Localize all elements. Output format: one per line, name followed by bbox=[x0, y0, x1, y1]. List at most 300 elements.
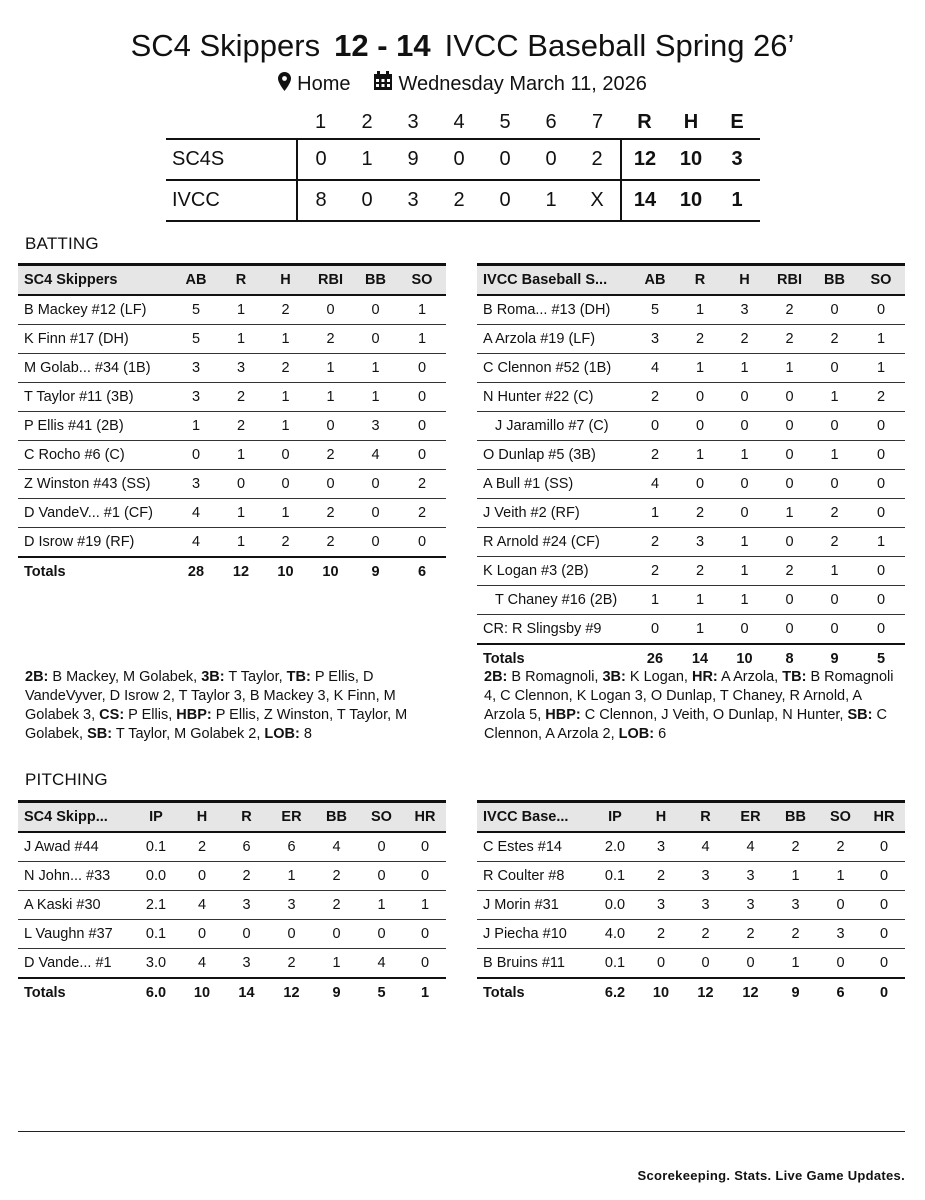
inning-score: X bbox=[590, 189, 604, 211]
note-label: 2B: bbox=[484, 669, 508, 685]
stat-cell: 0 bbox=[377, 926, 386, 942]
player-row bbox=[477, 354, 905, 383]
stat-cell: 1 bbox=[876, 534, 886, 550]
stat-cell: 2 bbox=[650, 447, 660, 463]
stat-column-header: ER bbox=[740, 809, 761, 825]
inning-score: 0 bbox=[499, 189, 511, 211]
player-name: J Veith #2 (RF) bbox=[483, 505, 580, 521]
totals-label: Totals bbox=[24, 985, 66, 1001]
inning-score: 2 bbox=[591, 148, 603, 170]
note-text: T Taylor, M Golabek 2, bbox=[112, 726, 265, 742]
inning-header: 7 bbox=[591, 110, 604, 133]
stat-cell: 3 bbox=[656, 839, 666, 855]
note-text: B Mackey, M Golabek, bbox=[48, 669, 202, 685]
map-pin-icon bbox=[278, 71, 291, 99]
stat-cell: 1 bbox=[740, 563, 749, 579]
note-text: B Romagnoli, bbox=[507, 669, 603, 685]
final-score: 12 - 14 bbox=[334, 28, 431, 63]
player-row bbox=[477, 862, 905, 891]
totals-label: Totals bbox=[483, 985, 525, 1001]
stat-cell: 1 bbox=[791, 868, 800, 884]
stat-cell: 3 bbox=[191, 389, 201, 405]
inning-score: 1 bbox=[361, 148, 373, 170]
inning-score: 3 bbox=[407, 189, 419, 211]
stat-column-header: RBI bbox=[318, 272, 343, 288]
player-name: M Golab... #34 (1B) bbox=[24, 360, 151, 376]
stat-cell: 0 bbox=[695, 389, 705, 405]
player-row bbox=[18, 499, 446, 528]
total-cell: 0 bbox=[879, 985, 889, 1001]
stat-column-header: ER bbox=[281, 809, 302, 825]
footer-divider bbox=[18, 1131, 905, 1132]
stat-cell: 0 bbox=[371, 534, 380, 550]
away-pitching-table bbox=[18, 800, 446, 1007]
total-cell: 6.2 bbox=[604, 985, 626, 1001]
stat-cell: 3 bbox=[656, 897, 666, 913]
player-name: J Awad #44 bbox=[24, 839, 99, 855]
stat-cell: 0 bbox=[879, 839, 889, 855]
player-row bbox=[18, 891, 446, 920]
total-cell: 5 bbox=[377, 985, 386, 1001]
stat-cell: 2 bbox=[650, 563, 660, 579]
stat-cell: 0 bbox=[876, 447, 886, 463]
stat-cell: 1 bbox=[236, 505, 246, 521]
total-cell: 28 bbox=[187, 564, 205, 580]
player-name: A Bull #1 (SS) bbox=[483, 476, 574, 492]
player-row bbox=[477, 920, 905, 949]
stat-cell: 0 bbox=[417, 360, 427, 376]
stat-cell: 2 bbox=[785, 331, 794, 347]
inning-header: 5 bbox=[499, 110, 511, 133]
stat-cell: 3 bbox=[746, 897, 755, 913]
total-cell: 12 bbox=[283, 985, 300, 1001]
total-cell: 1 bbox=[420, 985, 430, 1001]
note-label: LOB: bbox=[618, 726, 655, 742]
stat-cell: 0 bbox=[417, 418, 427, 434]
runs-total: 14 bbox=[621, 180, 668, 221]
note-text: B Romagnoli 4, C Clennon, K Logan 3, O Dunlap, T Chaney, R Arnold, A Arzola 5, bbox=[484, 669, 894, 723]
hits-total: 10 bbox=[679, 189, 703, 211]
stat-cell: 0 bbox=[785, 592, 794, 608]
stat-cell: 1 bbox=[695, 447, 705, 463]
home-batting-notes bbox=[484, 668, 898, 744]
stat-cell: 1 bbox=[281, 331, 290, 347]
player-name: D Vande... #1 bbox=[24, 955, 112, 971]
player-row bbox=[18, 383, 446, 412]
stat-column-header: SO bbox=[371, 809, 392, 825]
player-row bbox=[18, 470, 446, 499]
stat-cell: 2 bbox=[236, 418, 246, 434]
stat-cell: 2.1 bbox=[145, 897, 167, 913]
stat-cell: 2 bbox=[197, 839, 207, 855]
runs-total: 12 bbox=[621, 139, 668, 180]
stat-cell: 0 bbox=[420, 926, 430, 942]
stat-cell: 2 bbox=[830, 534, 839, 550]
player-name: B Bruins #11 bbox=[483, 955, 565, 971]
stat-cell: 5 bbox=[191, 331, 201, 347]
player-name: C Rocho #6 (C) bbox=[24, 447, 125, 463]
stat-cell: 1 bbox=[281, 418, 290, 434]
stat-cell: 0 bbox=[740, 476, 749, 492]
stat-cell: 0 bbox=[197, 926, 207, 942]
total-cell: 9 bbox=[332, 985, 341, 1001]
stat-cell: 0 bbox=[879, 897, 889, 913]
stat-cell: 0 bbox=[695, 476, 705, 492]
player-row bbox=[477, 832, 905, 862]
stat-cell: 2 bbox=[656, 868, 666, 884]
player-row bbox=[18, 832, 446, 862]
total-cell: 12 bbox=[232, 564, 250, 580]
stat-cell: 3 bbox=[836, 926, 845, 942]
total-cell: 9 bbox=[371, 564, 380, 580]
stat-cell: 1 bbox=[785, 505, 794, 521]
stat-cell: 0 bbox=[785, 447, 794, 463]
note-label: HBP: bbox=[545, 707, 581, 723]
stat-cell: 1 bbox=[417, 331, 427, 347]
player-row bbox=[477, 383, 905, 412]
stat-cell: 2 bbox=[326, 505, 335, 521]
stat-cell: 0 bbox=[281, 447, 290, 463]
stat-cell: 0 bbox=[740, 389, 749, 405]
stat-column-header: H bbox=[655, 809, 667, 825]
stat-cell: 1 bbox=[326, 389, 335, 405]
total-cell: 10 bbox=[322, 564, 339, 580]
stat-cell: 0 bbox=[281, 476, 290, 492]
inning-header: 6 bbox=[545, 110, 557, 133]
stat-cell: 0 bbox=[236, 476, 246, 492]
stat-cell: 0 bbox=[371, 505, 380, 521]
totals-label: Totals bbox=[24, 564, 66, 580]
stat-cell: 0 bbox=[830, 621, 839, 637]
player-row bbox=[477, 441, 905, 470]
player-row bbox=[477, 586, 905, 615]
note-label: 3B: bbox=[201, 669, 225, 685]
player-name: B Mackey #12 (LF) bbox=[24, 302, 147, 318]
player-row bbox=[477, 295, 905, 325]
stat-cell: 3 bbox=[746, 868, 755, 884]
stat-cell: 1 bbox=[281, 505, 290, 521]
stat-cell: 2 bbox=[326, 534, 335, 550]
stat-column-header: SO bbox=[870, 272, 892, 288]
team-column-header: SC4 Skipp... bbox=[24, 809, 108, 825]
stat-cell: 1 bbox=[650, 592, 660, 608]
player-name: B Roma... #13 (DH) bbox=[483, 302, 611, 318]
stat-cell: 1 bbox=[695, 592, 705, 608]
stat-cell: 0 bbox=[420, 868, 430, 884]
date-label: Wednesday March 11, 2026 bbox=[398, 73, 647, 95]
stat-cell: 0 bbox=[876, 505, 886, 521]
stat-cell: 2 bbox=[236, 389, 246, 405]
stat-column-header: H bbox=[739, 272, 750, 288]
inning-score: 0 bbox=[499, 148, 511, 170]
player-name: J Piecha #10 bbox=[483, 926, 567, 942]
stat-cell: 1 bbox=[830, 447, 839, 463]
stat-cell: 1 bbox=[836, 868, 845, 884]
away-batting-notes bbox=[25, 668, 437, 744]
stat-cell: 3 bbox=[191, 360, 201, 376]
stat-cell: 1 bbox=[791, 955, 800, 971]
stat-column-header: SO bbox=[411, 272, 433, 288]
stat-cell: 0 bbox=[879, 868, 889, 884]
stat-cell: 0 bbox=[836, 897, 845, 913]
stat-cell: 3 bbox=[701, 868, 710, 884]
stat-cell: 0 bbox=[830, 418, 839, 434]
stat-cell: 3 bbox=[287, 897, 296, 913]
player-name: R Coulter #8 bbox=[483, 868, 565, 884]
stat-column-header: HR bbox=[414, 809, 436, 825]
stat-cell: 3 bbox=[695, 534, 705, 550]
player-row bbox=[18, 862, 446, 891]
stat-cell: 0 bbox=[740, 621, 749, 637]
stat-column-header: RBI bbox=[777, 272, 802, 288]
stat-cell: 2 bbox=[740, 331, 749, 347]
stat-cell: 0 bbox=[650, 418, 660, 434]
total-cell: 5 bbox=[876, 651, 886, 667]
stat-cell: 2 bbox=[746, 926, 755, 942]
stat-cell: 1 bbox=[326, 360, 335, 376]
inning-score: 0 bbox=[297, 139, 344, 180]
stat-column-header: AB bbox=[185, 272, 207, 288]
stat-column-header: SO bbox=[830, 809, 851, 825]
stat-cell: 1 bbox=[650, 505, 660, 521]
stat-cell: 0 bbox=[830, 302, 839, 318]
note-text: C Clennon, J Veith, O Dunlap, N Hunter, bbox=[580, 707, 848, 723]
stat-cell: 0 bbox=[830, 592, 839, 608]
stat-cell: 2 bbox=[650, 389, 660, 405]
stat-cell: 1 bbox=[191, 418, 201, 434]
player-name: A Arzola #19 (LF) bbox=[483, 331, 596, 347]
stat-cell: 1 bbox=[371, 360, 380, 376]
stat-cell: 0 bbox=[830, 360, 839, 376]
player-row bbox=[477, 499, 905, 528]
stat-cell: 2 bbox=[830, 331, 839, 347]
total-cell: 9 bbox=[830, 651, 839, 667]
player-name: C Estes #14 bbox=[483, 839, 562, 855]
stat-cell: 3 bbox=[236, 360, 246, 376]
stat-cell: 2 bbox=[785, 302, 794, 318]
total-cell: 12 bbox=[742, 985, 759, 1001]
stat-cell: 0 bbox=[876, 302, 886, 318]
stat-cell: 0 bbox=[371, 476, 380, 492]
stat-column-header: IP bbox=[149, 809, 163, 825]
stat-cell: 0 bbox=[785, 534, 794, 550]
stat-cell: 2 bbox=[242, 868, 251, 884]
inning-score: 2 bbox=[453, 189, 465, 211]
stat-cell: 2 bbox=[876, 389, 886, 405]
stat-cell: 2 bbox=[656, 926, 666, 942]
stat-cell: 0 bbox=[836, 955, 845, 971]
note-label: HR: bbox=[691, 669, 718, 685]
line-score-table bbox=[166, 106, 760, 222]
total-cell: 14 bbox=[238, 985, 255, 1001]
stat-cell: 3.0 bbox=[145, 955, 167, 971]
stat-cell: 1 bbox=[417, 302, 427, 318]
game-info bbox=[0, 70, 925, 99]
home-batting-table bbox=[477, 263, 905, 673]
stat-cell: 4 bbox=[197, 897, 207, 913]
note-text: 6 bbox=[654, 726, 667, 742]
stat-cell: 0 bbox=[371, 302, 380, 318]
player-row bbox=[18, 441, 446, 470]
player-row bbox=[18, 412, 446, 441]
total-cell: 14 bbox=[691, 651, 709, 667]
total-cell: 6.0 bbox=[145, 985, 167, 1001]
stat-cell: 0 bbox=[420, 955, 430, 971]
stat-cell: 1 bbox=[332, 955, 341, 971]
totals-label: Totals bbox=[483, 651, 525, 667]
stat-cell: 0 bbox=[785, 389, 794, 405]
stat-cell: 0 bbox=[377, 839, 386, 855]
player-name: Z Winston #43 (SS) bbox=[24, 476, 151, 492]
player-row bbox=[18, 920, 446, 949]
stat-cell: 0 bbox=[287, 926, 296, 942]
player-name: J Jaramillo #7 (C) bbox=[495, 418, 609, 434]
footer-tagline: Scorekeeping. Stats. Live Game Updates. bbox=[637, 1168, 905, 1183]
total-cell: 10 bbox=[652, 985, 670, 1001]
note-label: TB: bbox=[782, 669, 807, 685]
stat-column-header: IP bbox=[608, 809, 622, 825]
stat-cell: 0 bbox=[876, 621, 886, 637]
stat-cell: 0.1 bbox=[145, 926, 167, 942]
stat-column-header: H bbox=[280, 272, 291, 288]
stat-cell: 1 bbox=[377, 897, 386, 913]
table-header-row bbox=[477, 802, 905, 833]
stat-cell: 1 bbox=[830, 389, 839, 405]
away-batting-table bbox=[18, 263, 446, 586]
note-text: C Clennon, A Arzola 2, bbox=[484, 707, 887, 742]
player-name: O Dunlap #5 (3B) bbox=[483, 447, 596, 463]
stat-cell: 2 bbox=[326, 331, 335, 347]
player-row bbox=[18, 354, 446, 383]
stat-cell: 1 bbox=[287, 868, 296, 884]
stat-cell: 1 bbox=[236, 534, 246, 550]
stat-cell: 0 bbox=[332, 926, 341, 942]
stat-cell: 2 bbox=[332, 897, 341, 913]
player-name: C Clennon #52 (1B) bbox=[483, 360, 612, 376]
stat-cell: 4 bbox=[197, 955, 207, 971]
hits-total: 10 bbox=[679, 148, 703, 170]
inning-score: 0 bbox=[361, 189, 373, 211]
inning-score: 0 bbox=[545, 148, 557, 170]
stat-cell: 0 bbox=[740, 505, 749, 521]
stat-cell: 5 bbox=[650, 302, 660, 318]
stat-cell: 2 bbox=[830, 505, 839, 521]
player-name: N John... #33 bbox=[24, 868, 111, 884]
player-row bbox=[477, 891, 905, 920]
errors-header: E bbox=[730, 110, 744, 133]
stat-cell: 1 bbox=[785, 360, 794, 376]
stat-column-header: BB bbox=[824, 272, 845, 288]
stat-cell: 6 bbox=[242, 839, 251, 855]
inning-header: 2 bbox=[361, 110, 373, 133]
stat-cell: 0 bbox=[876, 418, 886, 434]
stat-cell: 0 bbox=[701, 955, 710, 971]
runs-header: R bbox=[637, 110, 652, 133]
stat-cell: 1 bbox=[281, 389, 290, 405]
pitching-section-title: PITCHING bbox=[25, 770, 108, 789]
line-score-team: SC4S bbox=[172, 148, 225, 170]
stat-cell: 2 bbox=[695, 331, 705, 347]
stat-cell: 0 bbox=[417, 447, 427, 463]
note-label: HBP: bbox=[176, 707, 212, 723]
inning-score: 8 bbox=[297, 180, 344, 221]
stat-column-header: BB bbox=[365, 272, 386, 288]
stat-cell: 3 bbox=[371, 418, 380, 434]
note-label: SB: bbox=[847, 707, 873, 723]
player-name: A Kaski #30 bbox=[24, 897, 101, 913]
batting-section-title: BATTING bbox=[25, 234, 99, 253]
player-name: T Taylor #11 (3B) bbox=[24, 389, 134, 405]
stat-cell: 0 bbox=[417, 534, 427, 550]
calendar-icon bbox=[373, 71, 393, 99]
player-row bbox=[477, 528, 905, 557]
inning-score: 0 bbox=[453, 148, 465, 170]
stat-column-header: AB bbox=[644, 272, 666, 288]
team-column-header: IVCC Baseball S... bbox=[483, 272, 608, 288]
player-name: P Ellis #41 (2B) bbox=[24, 418, 124, 434]
stat-cell: 4 bbox=[332, 839, 341, 855]
stat-column-header: R bbox=[694, 272, 706, 288]
player-name: T Chaney #16 (2B) bbox=[495, 592, 618, 608]
stat-cell: 5 bbox=[191, 302, 201, 318]
stat-cell: 2 bbox=[417, 476, 427, 492]
stat-cell: 0 bbox=[695, 418, 705, 434]
stat-cell: 0 bbox=[371, 331, 380, 347]
player-row bbox=[18, 325, 446, 354]
total-cell: 6 bbox=[417, 564, 427, 580]
stat-cell: 0 bbox=[656, 955, 666, 971]
inning-header: 3 bbox=[407, 110, 419, 133]
stat-cell: 0 bbox=[420, 839, 430, 855]
total-cell: 6 bbox=[836, 985, 845, 1001]
stat-column-header: R bbox=[700, 809, 711, 825]
player-row bbox=[477, 949, 905, 979]
line-score-row bbox=[166, 139, 760, 180]
stat-cell: 4 bbox=[191, 534, 201, 550]
away-team-name: SC4 Skippers bbox=[130, 28, 321, 63]
line-score-row bbox=[166, 180, 760, 221]
totals-row bbox=[18, 557, 446, 586]
home-pitching-table bbox=[477, 800, 905, 1007]
inning-header: 1 bbox=[314, 110, 327, 133]
stat-cell: 2 bbox=[836, 839, 845, 855]
total-cell: 10 bbox=[277, 564, 294, 580]
stat-cell: 3 bbox=[242, 955, 251, 971]
stat-cell: 0 bbox=[197, 868, 207, 884]
stat-cell: 2.0 bbox=[604, 839, 626, 855]
stat-cell: 0.0 bbox=[604, 897, 626, 913]
stat-cell: 2 bbox=[785, 563, 794, 579]
total-cell: 10 bbox=[193, 985, 211, 1001]
errors-total: 1 bbox=[731, 189, 743, 211]
player-name: D VandeV... #1 (CF) bbox=[24, 505, 153, 521]
stat-cell: 0 bbox=[377, 868, 386, 884]
stat-cell: 0.1 bbox=[604, 955, 626, 971]
stat-column-header: BB bbox=[326, 809, 347, 825]
stat-cell: 1 bbox=[695, 621, 705, 637]
note-label: CS: bbox=[99, 707, 125, 723]
stat-cell: 1 bbox=[740, 360, 749, 376]
player-name: K Finn #17 (DH) bbox=[24, 331, 129, 347]
stat-column-header: BB bbox=[785, 809, 806, 825]
stat-cell: 4 bbox=[191, 505, 201, 521]
stat-cell: 2 bbox=[701, 926, 710, 942]
total-cell: 8 bbox=[785, 651, 794, 667]
stat-cell: 0 bbox=[785, 621, 794, 637]
stat-cell: 0 bbox=[879, 955, 889, 971]
note-label: TB: bbox=[286, 669, 311, 685]
stat-cell: 0 bbox=[326, 418, 335, 434]
